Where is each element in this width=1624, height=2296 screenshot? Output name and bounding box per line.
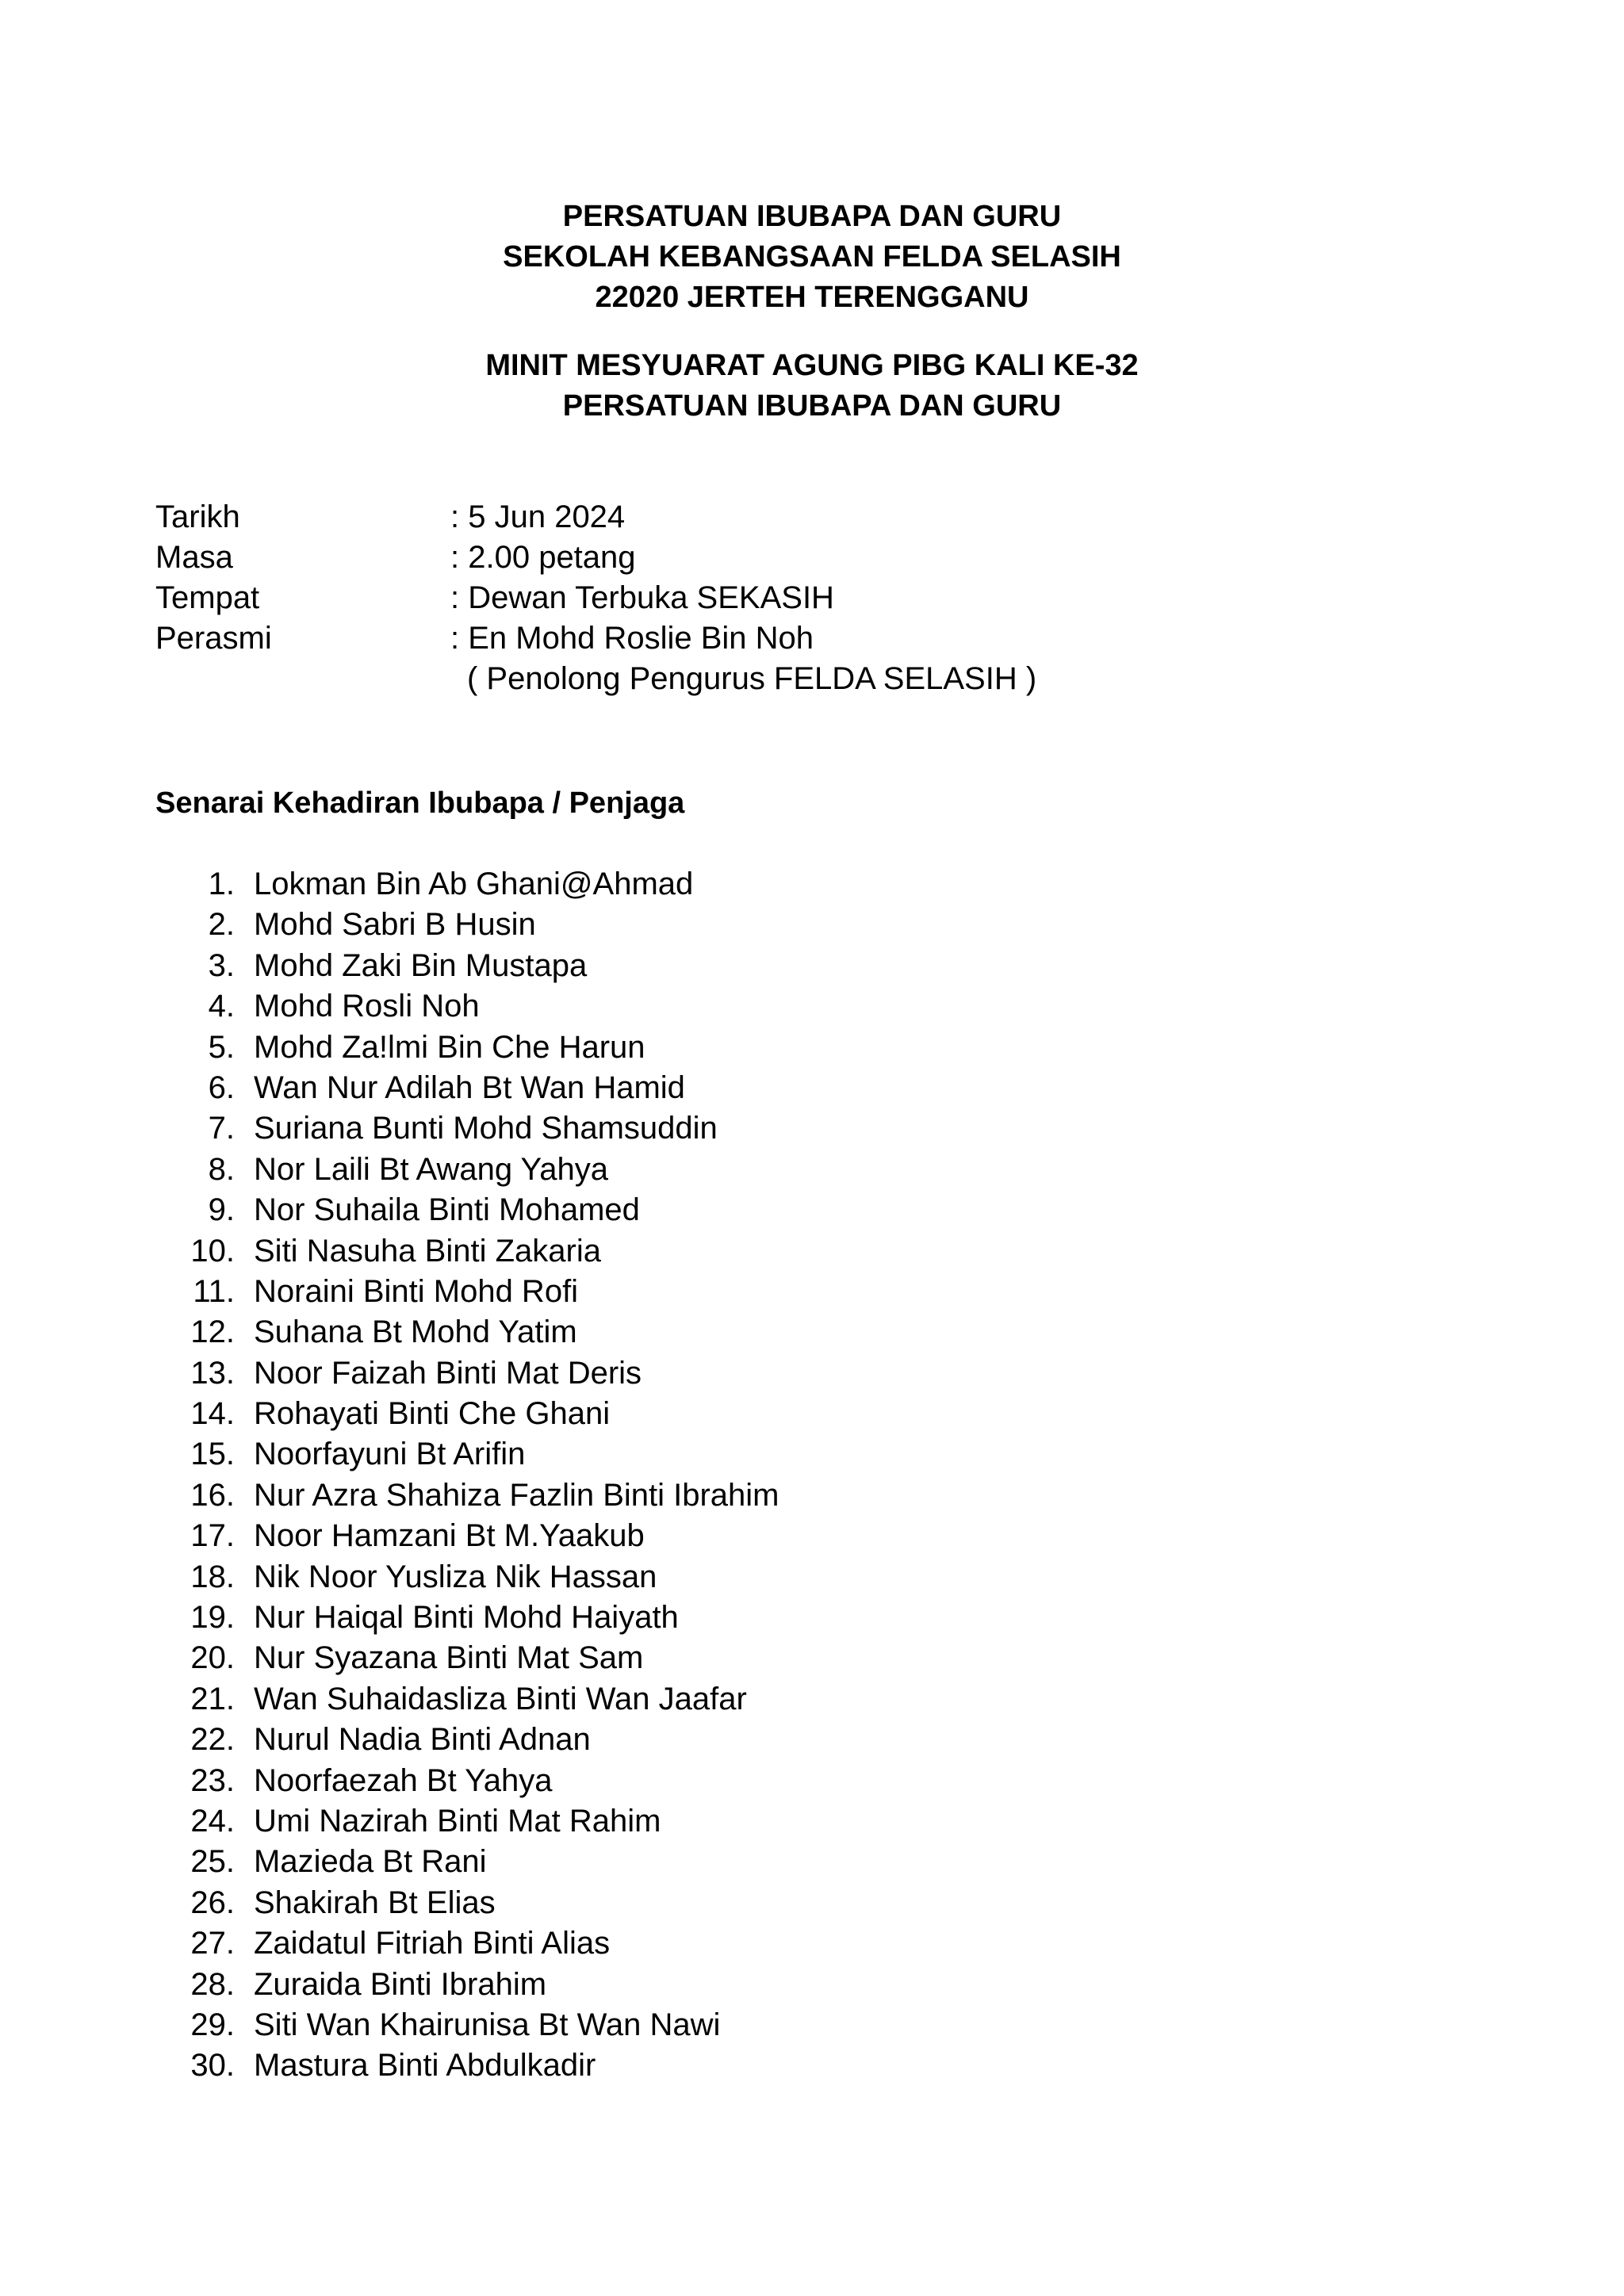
perasmi-note: ( Penolong Pengurus FELDA SELASIH ) [467,661,1037,696]
org-header-line-3: 22020 JERTEH TERENGGANU [595,281,1029,314]
list-item [0,1027,1624,1068]
list-item [0,2005,1624,2045]
list-item-number: 8. [208,1151,235,1187]
list-item [0,1679,1624,1720]
list-item-number: 12. [190,1314,235,1350]
list-item-number: 6. [208,1070,235,1105]
list-item-name: Noorfaezah Bt Yahya [254,1762,553,1798]
list-item-number: 3. [208,947,235,983]
list-item [0,1068,1624,1108]
list-item-name: Nor Laili Bt Awang Yahya [254,1151,608,1187]
list-item-number: 27. [190,1926,235,1961]
list-item [0,1434,1624,1475]
list-item [0,1557,1624,1598]
list-item-number: 16. [190,1477,235,1513]
list-item [0,1150,1624,1190]
org-header-line-2: SEKOLAH KEBANGSAAN FELDA SELASIH [503,240,1121,274]
list-item-number: 17. [190,1518,235,1554]
list-item [0,1108,1624,1149]
organization-header [0,197,1624,318]
list-item-number: 20. [190,1640,235,1676]
list-item [0,1720,1624,1760]
list-item-name: Mohd Sabri B Husin [254,907,536,943]
list-item-name: Noorfayuni Bt Arifin [254,1437,526,1472]
list-item [0,1190,1624,1230]
list-item [0,1965,1624,2005]
list-item-name: Nur Haiqal Binti Mohd Haiyath [254,1600,679,1636]
list-item-number: 7. [208,1111,235,1146]
list-item-number: 18. [190,1559,235,1594]
list-item-number: 10. [190,1233,235,1269]
list-item-number: 25. [190,1844,235,1880]
perasmi-value: : En Mohd Roslie Bin Noh [450,621,814,656]
list-item-number: 5. [208,1029,235,1065]
list-item-number: 29. [190,2007,235,2042]
list-item [0,1801,1624,1842]
attendance-list [0,864,1624,2087]
list-item-name: Lokman Bin Ab Ghani@Ahmad [254,867,694,901]
list-item [0,1883,1624,1923]
tempat-value: : Dewan Terbuka SEKASIH [450,580,834,615]
list-item [0,1394,1624,1434]
list-item-number: 24. [190,1803,235,1839]
list-item [0,1272,1624,1312]
list-item [0,1231,1624,1272]
list-item-number: 30. [190,2048,235,2084]
list-item-number: 26. [190,1885,235,1920]
list-item [0,1516,1624,1556]
list-item-name: Nor Suhaila Binti Mohamed [254,1192,640,1228]
list-item-number: 19. [190,1600,235,1636]
list-item-name: Wan Suhaidasliza Binti Wan Jaafar [254,1681,747,1716]
list-item-number: 21. [190,1681,235,1716]
list-item-number: 15. [190,1437,235,1472]
list-item-name: Suriana Bunti Mohd Shamsuddin [254,1111,718,1146]
list-item-name: Shakirah Bt Elias [254,1885,496,1920]
meeting-title [0,346,1624,427]
list-item [0,1312,1624,1353]
list-item [0,1842,1624,1882]
tempat-label: Tempat [155,580,260,615]
list-item-number: 22. [190,1722,235,1758]
list-item-name: Nur Syazana Binti Mat Sam [254,1640,644,1676]
list-item-number: 9. [208,1192,235,1228]
list-item [0,946,1624,986]
list-item-name: Zuraida Binti Ibrahim [254,1966,547,2002]
list-item [0,1353,1624,1394]
list-item-name: Mastura Binti Abdulkadir [254,2048,596,2084]
list-item-name: Mohd Zaki Bin Mustapa [254,947,588,983]
list-item-name: Rohayati Binti Che Ghani [254,1396,611,1432]
list-item [0,905,1624,945]
list-item-name: Suhana Bt Mohd Yatim [254,1314,577,1350]
meeting-title-line-2: PERSATUAN IBUBAPA DAN GURU [562,389,1062,423]
list-item-name: Siti Wan Khairunisa Bt Wan Nawi [254,2007,721,2042]
list-item-number: 13. [190,1355,235,1391]
attendance-heading: Senarai Kehadiran Ibubapa / Penjaga [155,786,685,820]
list-item [0,1761,1624,1801]
org-header-line-1: PERSATUAN IBUBAPA DAN GURU [562,200,1062,233]
list-item [0,1638,1624,1678]
list-item-name: Mohd Za!lmi Bin Che Harun [254,1029,645,1065]
list-item-name: Nurul Nadia Binti Adnan [254,1722,591,1758]
list-item [0,1475,1624,1516]
list-item [0,2045,1624,2086]
list-item-number: 4. [208,989,235,1024]
list-item-name: Noraini Binti Mohd Rofi [254,1273,579,1309]
perasmi-label: Perasmi [155,621,272,656]
list-item-name: Nur Azra Shahiza Fazlin Binti Ibrahim [254,1477,779,1513]
list-item-name: Umi Nazirah Binti Mat Rahim [254,1803,661,1839]
list-item-number: 2. [208,907,235,943]
list-item-number: 28. [190,1966,235,2002]
tarikh-label: Tarikh [155,499,240,534]
list-item-name: Wan Nur Adilah Bt Wan Hamid [254,1070,685,1105]
list-item-name: Mohd Rosli Noh [254,989,480,1024]
list-item-name: Siti Nasuha Binti Zakaria [254,1233,601,1269]
list-item-number: 23. [190,1762,235,1798]
list-item-name: Zaidatul Fitriah Binti Alias [254,1926,611,1961]
list-item-name: Nik Noor Yusliza Nik Hassan [254,1559,657,1594]
masa-value: : 2.00 petang [450,540,636,575]
list-item [0,1923,1624,1964]
list-item-number: 11. [193,1273,235,1309]
list-item [0,1598,1624,1638]
list-item-number: 1. [208,867,235,901]
list-item [0,986,1624,1027]
list-item-name: Mazieda Bt Rani [254,1844,487,1880]
list-item-name: Noor Faizah Binti Mat Deris [254,1355,642,1391]
list-item [0,864,1624,905]
list-item-number: 14. [190,1396,235,1432]
tarikh-value: : 5 Jun 2024 [450,499,626,534]
masa-label: Masa [155,540,233,575]
list-item-name: Noor Hamzani Bt M.Yaakub [254,1518,645,1554]
meeting-title-line-1: MINIT MESYUARAT AGUNG PIBG KALI KE-32 [485,349,1139,382]
